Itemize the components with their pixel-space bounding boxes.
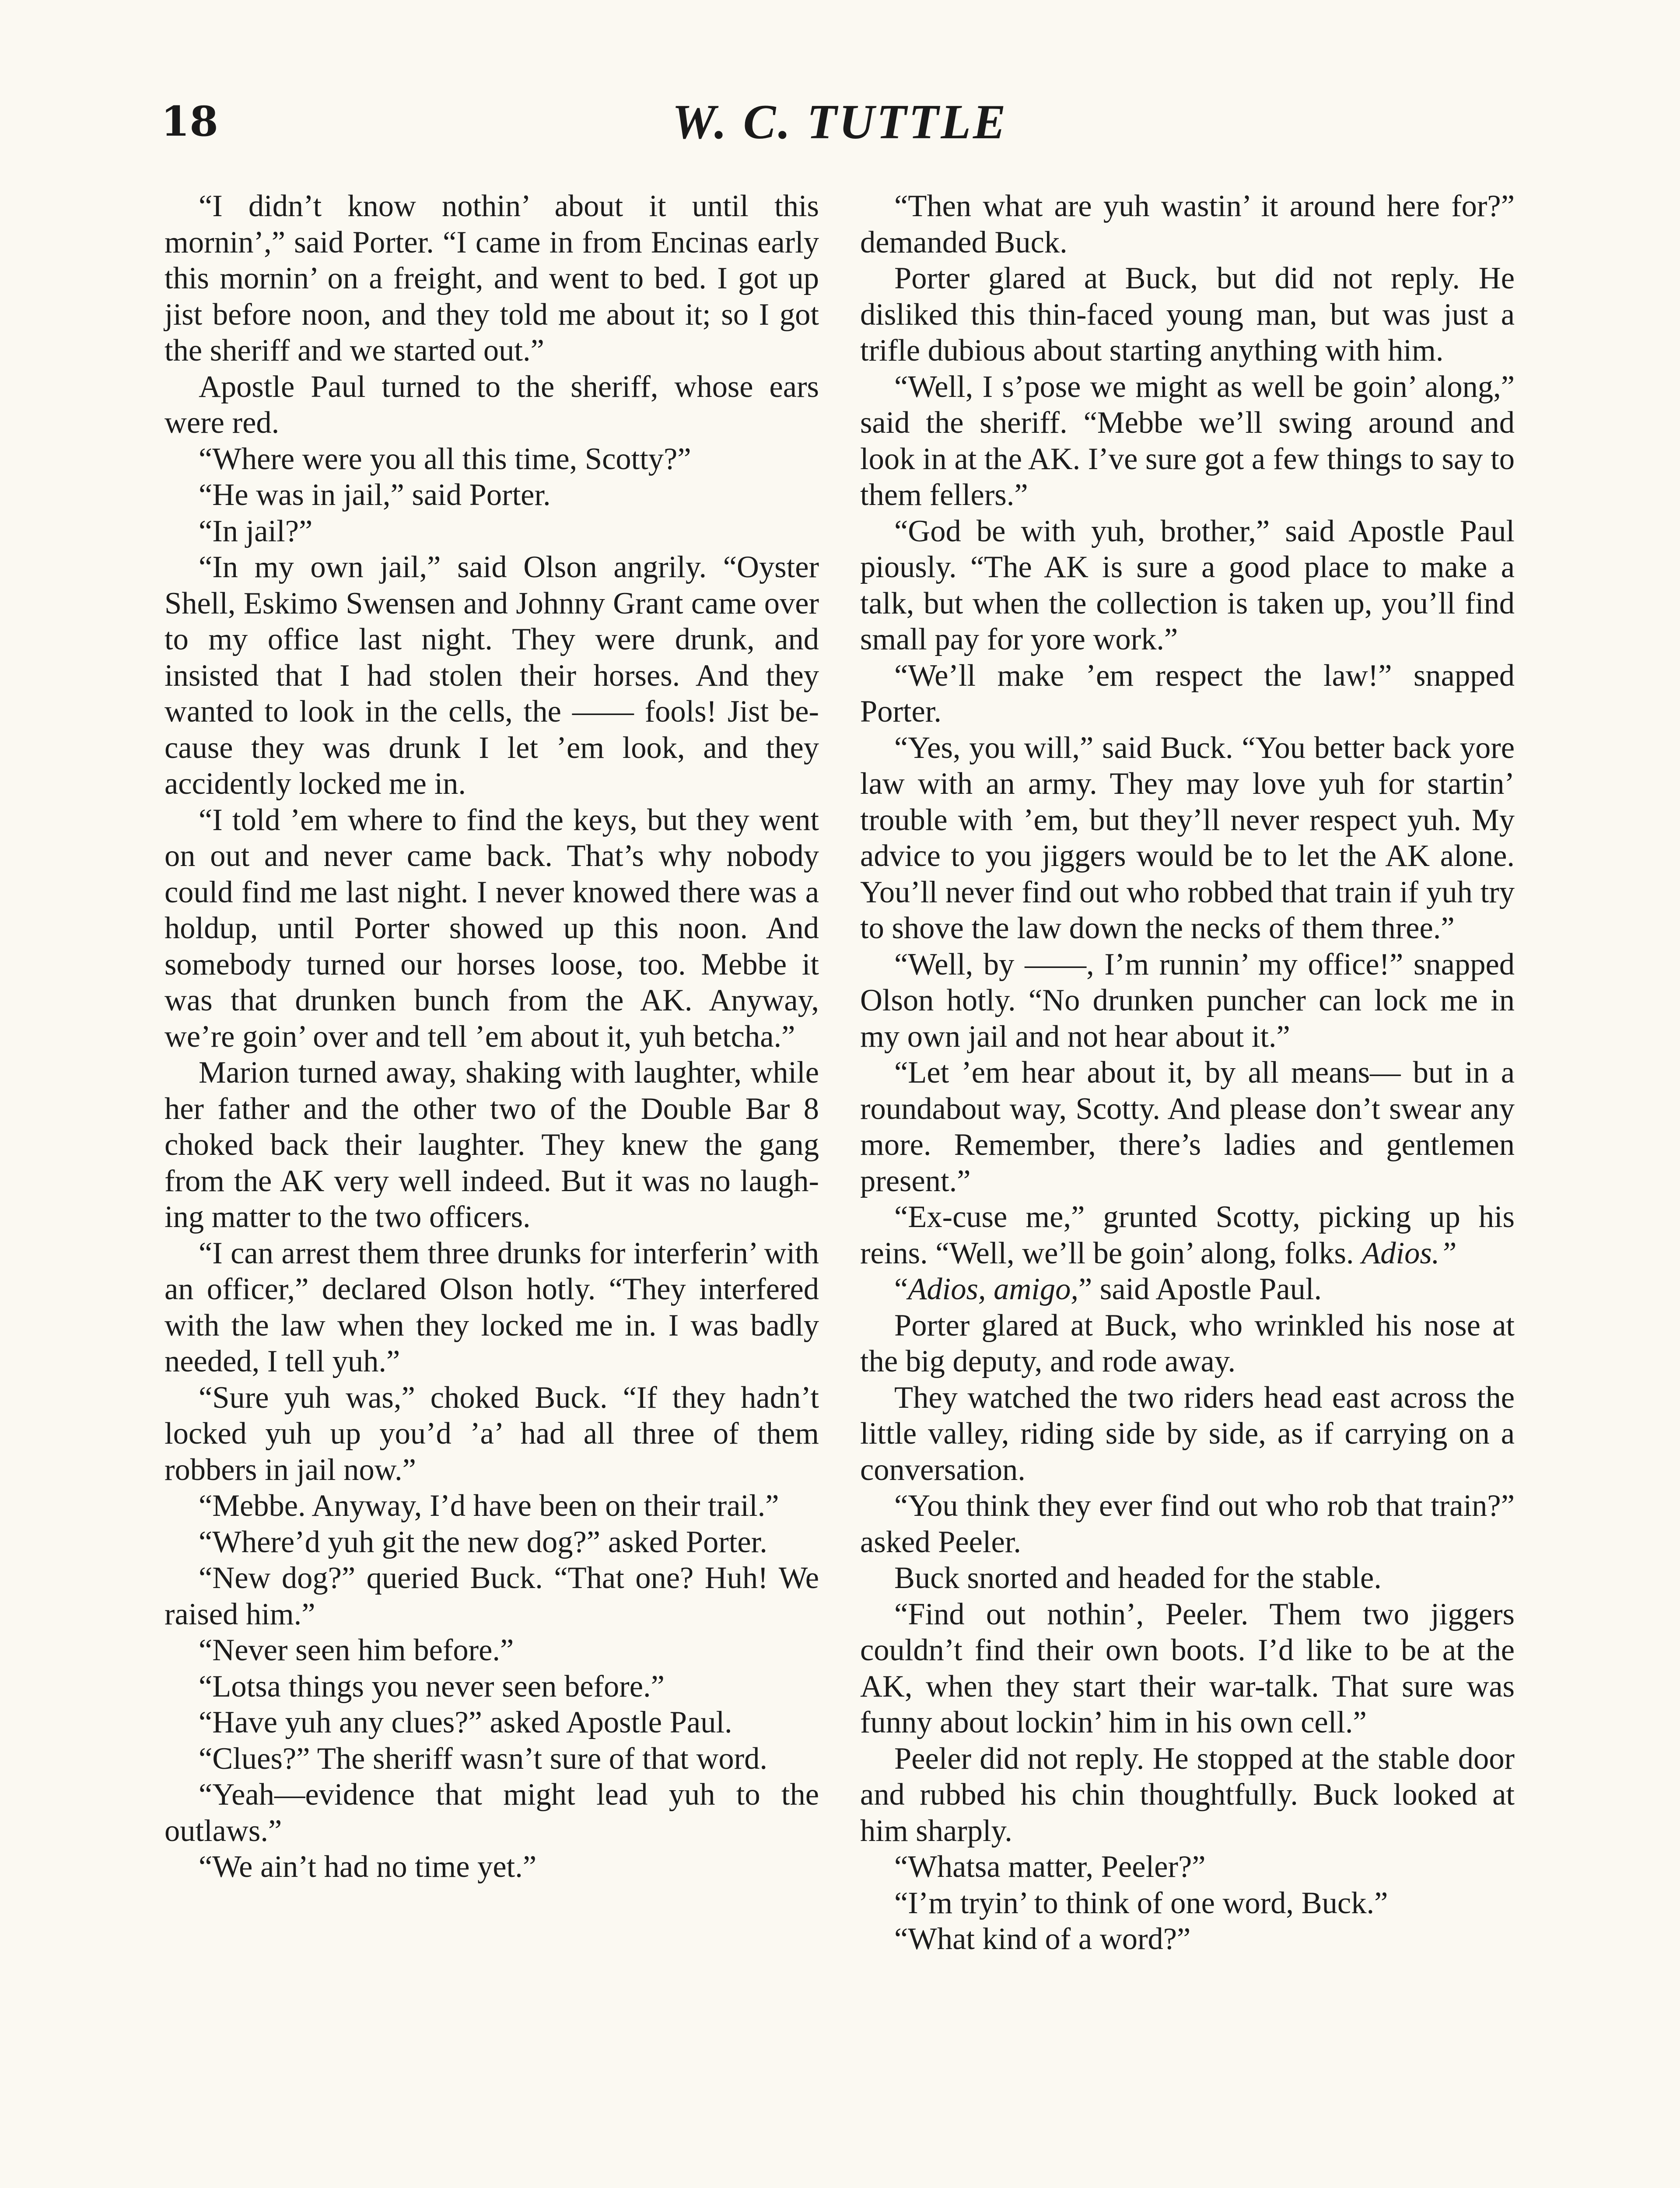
paragraph: “We’ll make ’em respect the law!” snapped Porter. bbox=[860, 658, 1515, 729]
paragraph: Porter glared at Buck, but did not reply. He disliked this thin-faced young man, but was just a trifle dubious about starting anything with him. bbox=[860, 261, 1515, 368]
paragraph: They watched the two riders head east across the little valley, riding side by side, as if carrying on a conversation. bbox=[860, 1380, 1515, 1487]
paragraph: “He was in jail,” said Porter. bbox=[199, 478, 551, 512]
paragraph: “I can arrest them three drunks for interferin’ with an officer,” declared Olson hotly. “They interfered with the law when they locked me in. I was badly needed, I tell yuh.” bbox=[164, 1236, 819, 1378]
italic-adios: Adios.” bbox=[1362, 1236, 1457, 1270]
paragraph: “You think they ever find out who rob that train?” asked Peeler. bbox=[860, 1489, 1515, 1559]
paragraph: “What kind of a word?” bbox=[894, 1922, 1191, 1956]
paragraph: “Have yuh any clues?” asked Apostle Paul. bbox=[199, 1705, 732, 1739]
paragraph: Porter glared at Buck, who wrinkled his nose at the big deputy, and rode away. bbox=[860, 1308, 1515, 1378]
italic-adios-amigo: Adios, amigo, bbox=[908, 1272, 1079, 1306]
paragraph: “Where were you all this time, Scotty?” bbox=[199, 442, 691, 476]
paragraph: “I didn’t know nothin’ about it until this mornin’,” said Porter. “I came in from Encinas early this mornin’ on a freight, and went to bed. I got up jist before noon, and they told me about it; so I got the sheriff and we started out.” bbox=[164, 189, 819, 368]
paragraph: “Find out nothin’, Peeler. Them two jiggers couldn’t find their own boots. I’d like to be at the AK, when they start their war-talk. That sure was funny about lockin’ him in his own cell.” bbox=[860, 1597, 1515, 1739]
paragraph: “Yes, you will,” said Buck. “You better back yore law with an army. They may love yuh for startin’ trouble with ’em, but they’ll never respect yuh. My advice to you jiggers would be to let the AK alone. You’ll never find out who robbed that train if yuh try to shove the law down the necks of them three.” bbox=[860, 730, 1515, 945]
running-head: W. C. TUTTLE bbox=[672, 95, 1008, 149]
left-column bbox=[164, 188, 819, 1885]
paragraph: “Then what are yuh wastin’ it around here for?” demanded Buck. bbox=[860, 189, 1515, 259]
paragraph: Buck snorted and headed for the stable. bbox=[894, 1561, 1382, 1595]
paragraph: Marion turned away, shaking with laughter, while her father and the other two of the Double Bar 8 choked back their laughter. They knew the gang from the AK very well indeed. But it was no laughing matter to the two officers. bbox=[164, 1055, 819, 1234]
paragraph-with-italic bbox=[860, 1199, 1515, 1271]
paragraph: “In my own jail,” said Olson angrily. “Oyster Shell, Eskimo Swensen and Johnny Grant came over to my office last night. They were drunk, and insisted that I had stolen their horses. And they wanted to look in the cells, the —— fools! Jist because they was drunk I let ’em look, and they accidently locked me in. bbox=[164, 550, 819, 801]
paragraph: “Yeah—evidence that might lead yuh to the outlaws.” bbox=[164, 1778, 819, 1848]
paragraph: “Well, by ——, I’m runnin’ my office!” snapped Olson hotly. “No drunken puncher can lock me in my own jail and not hear about it.” bbox=[860, 947, 1515, 1054]
page-number: 18 bbox=[161, 98, 218, 146]
paragraph-text: ” said Apostle Paul. bbox=[1078, 1272, 1322, 1306]
paragraph: “Never seen him before.” bbox=[199, 1633, 514, 1667]
paragraph: “Sure yuh was,” choked Buck. “If they hadn’t locked yuh up you’d ’a’ had all three of them robbers in jail now.” bbox=[164, 1380, 819, 1487]
open-quote: “ bbox=[894, 1272, 908, 1306]
paragraph: “In jail?” bbox=[199, 514, 313, 548]
paragraph: Peeler did not reply. He stopped at the stable door and rubbed his chin thoughtfully. Buck looked at him sharply. bbox=[860, 1741, 1515, 1848]
paragraph: “God be with yuh, brother,” said Apostle Paul piously. “The AK is sure a good place to make a talk, but when the collection is taken up, you’ll find small pay for yore work.” bbox=[860, 514, 1515, 656]
paragraph: “Where’d yuh git the new dog?” asked Porter. bbox=[199, 1525, 767, 1559]
paragraph: “Let ’em hear about it, by all means— but in a roundabout way, Scotty. And please don’t swear any more. Remember, there’s ladies and gentlemen present.” bbox=[860, 1055, 1515, 1198]
paragraph: “I’m tryin’ to think of one word, Buck.” bbox=[894, 1886, 1388, 1920]
paragraph: “I told ’em where to find the keys, but they went on out and never came back. That’s why nobody could find me last night. I never knowed there was a holdup, until Porter showed up this noon. And somebody turned our horses loose, too. Mebbe it was that drunken bunch from the AK. Anyway, we’re goin’ over and tell ’em about it, yuh betcha.” bbox=[164, 803, 819, 1054]
page-header bbox=[0, 94, 1680, 151]
paragraph: “Lotsa things you never seen before.” bbox=[199, 1669, 665, 1704]
paragraph: “Mebbe. Anyway, I’d have been on their trail.” bbox=[199, 1489, 779, 1523]
paragraph: Apostle Paul turned to the sheriff, whose ears were red. bbox=[164, 369, 819, 440]
right-column bbox=[860, 188, 1515, 1957]
paragraph: “New dog?” queried Buck. “That one? Huh! We raised him.” bbox=[164, 1561, 819, 1631]
paragraph-with-italic bbox=[860, 1271, 1515, 1308]
paragraph: “Well, I s’pose we might as well be goin’ along,” said the sheriff. “Mebbe we’ll swing around and look in at the AK. I’ve sure got a few things to say to them fellers.” bbox=[860, 369, 1515, 512]
paragraph: “Whatsa matter, Peeler?” bbox=[894, 1850, 1206, 1884]
paragraph: “Clues?” The sheriff wasn’t sure of that word. bbox=[199, 1741, 767, 1776]
paragraph-text: “Ex-cuse me,” grunted Scotty, picking up his reins. “Well, we’ll be goin’ along, folks. bbox=[860, 1200, 1515, 1270]
paragraph: “We ain’t had no time yet.” bbox=[199, 1850, 537, 1884]
